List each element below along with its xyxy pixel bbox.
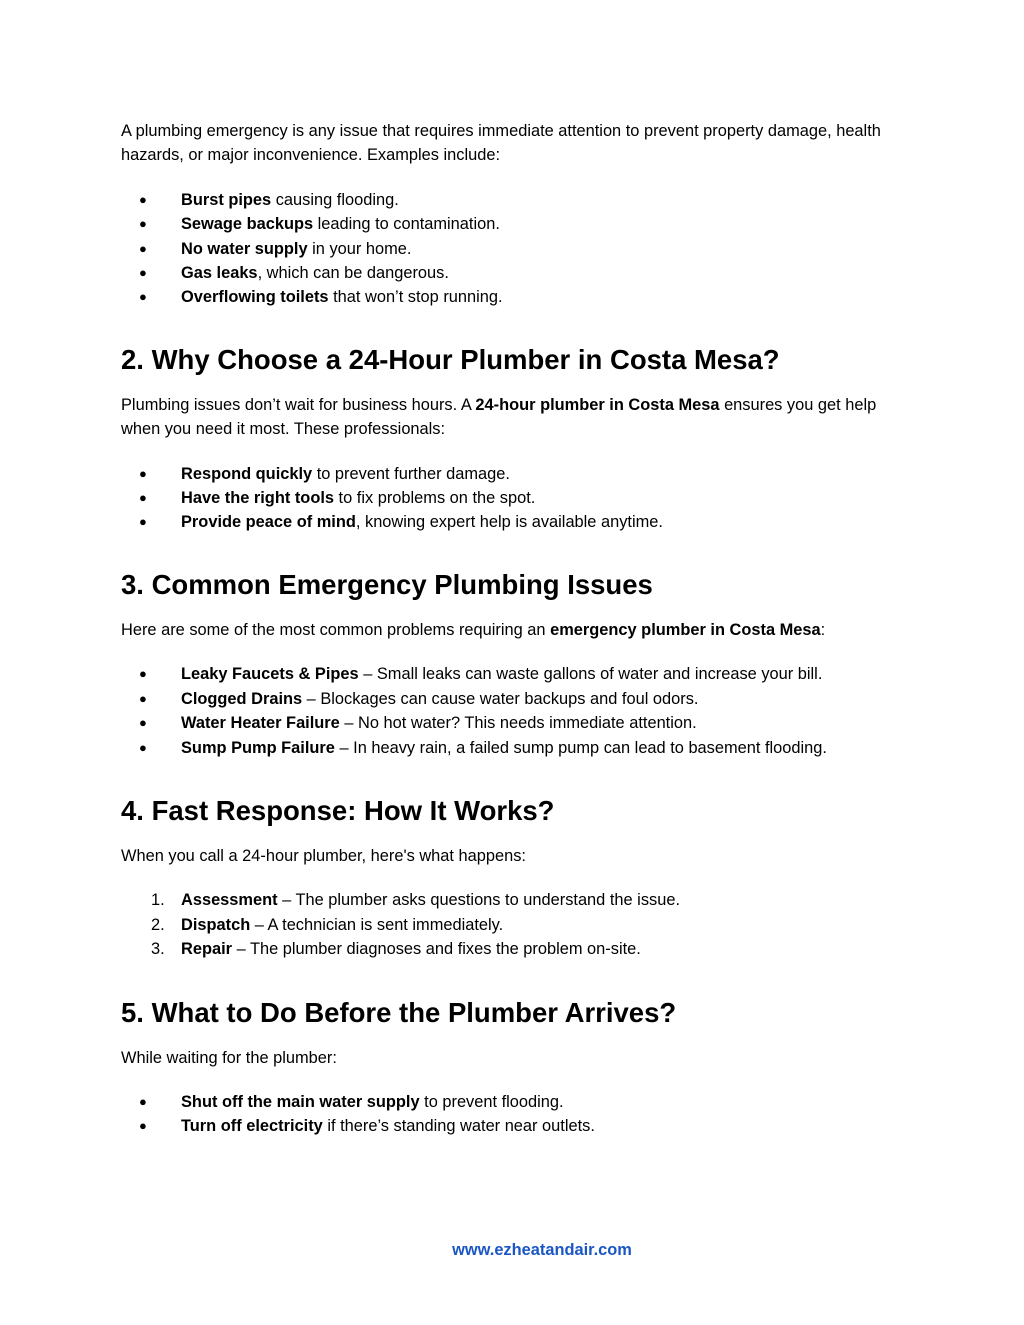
list-item: 2. Dispatch – A technician is sent immediately. [151,915,504,934]
list-item: ● Provide peace of mind, knowing expert help is available anytime. [121,510,911,534]
list-item: 1. Assessment – The plumber asks questions to understand the issue. [151,891,680,910]
list-item: ● Clogged Drains – Blockages can cause water backups and foul odors. [121,687,911,711]
section-3-heading: 3. Common Emergency Plumbing Issues [121,568,653,600]
document-body [121,119,911,1139]
list-item: ● No water supply in your home. [121,237,911,261]
list-item: ● Water Heater Failure – No hot water? This needs immediate attention. [121,711,911,735]
section-5-list [121,1090,911,1139]
section-3-paragraph: Here are some of the most common problems requiring an emergency plumber in Costa Mesa: [121,620,826,639]
list-item: ● Have the right tools to fix problems on the spot. [121,486,911,510]
section-4-heading: 4. Fast Response: How It Works? [121,794,555,826]
section-2-paragraph: Plumbing issues don’t wait for business hours. A 24-hour plumber in Costa Mesa ensures you get help when you need it most. These professionals: [121,395,877,439]
list-item: ● Turn off electricity if there’s standing water near outlets. [121,1114,911,1138]
list-item: ● Leaky Faucets & Pipes – Small leaks can waste gallons of water and increase your bill. [121,662,911,686]
list-item: ● Sump Pump Failure – In heavy rain, a failed sump pump can lead to basement flooding. [121,736,911,760]
list-item: ● Shut off the main water supply to prevent flooding. [121,1090,911,1114]
section-4-steps-list [121,888,911,961]
section-3-list [121,662,911,760]
section-4-paragraph: When you call a 24-hour plumber, here's what happens: [121,846,526,865]
section-5-heading: 5. What to Do Before the Plumber Arrives? [121,996,677,1028]
list-item: ● Respond quickly to prevent further damage. [121,462,911,486]
list-item: ● Sewage backups leading to contamination. [121,212,911,236]
list-item: ● Gas leaks, which can be dangerous. [121,261,911,285]
section-2-list [121,462,911,535]
intro-paragraph: A plumbing emergency is any issue that requires immediate attention to prevent property damage, health hazards, or major inconvenience. Examples include: [121,122,881,165]
section-2-heading: 2. Why Choose a 24-Hour Plumber in Costa Mesa? [121,343,780,375]
list-item: ● Burst pipes causing flooding. [121,188,911,212]
footer-website-link[interactable]: www.ezheatandair.com [452,1241,632,1259]
list-item: 3. Repair – The plumber diagnoses and fixes the problem on-site. [151,940,641,959]
section-5-paragraph: While waiting for the plumber: [121,1048,337,1067]
emergency-examples-list [121,188,911,310]
list-item: ● Overflowing toilets that won’t stop running. [121,285,911,309]
